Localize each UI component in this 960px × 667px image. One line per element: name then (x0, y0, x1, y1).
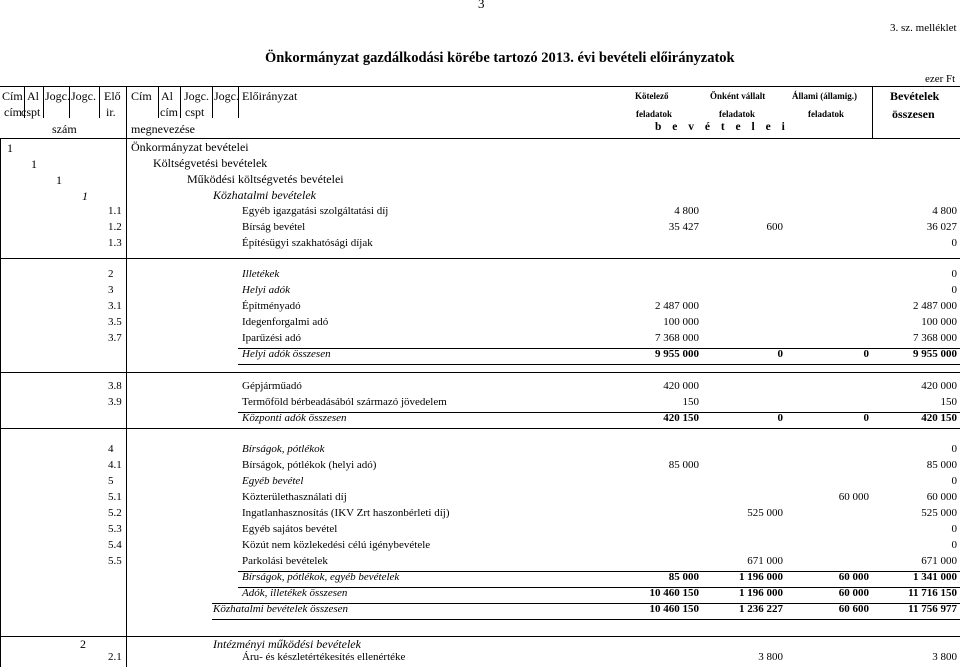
row-code: 5.1 (108, 491, 122, 503)
row-label: Gépjárműadó (242, 380, 302, 392)
hdr-elo2: ir. (106, 105, 116, 119)
value-kotelezo: 7 368 000 (655, 332, 699, 344)
value-osszesen: 85 000 (926, 459, 957, 471)
row-code: 5.4 (108, 539, 122, 551)
value-onkent: 0 (777, 348, 783, 360)
row-label: Parkolási bevételek (242, 555, 328, 567)
row-code: 4 (108, 443, 114, 455)
value-osszesen: 0 (951, 523, 957, 535)
hdr-bevetelei: b e v é t e l e i (655, 121, 789, 133)
value-osszesen: 0 (951, 268, 957, 280)
value-kotelezo: 2 487 000 (655, 300, 699, 312)
hdr-cim1b: cím (4, 105, 22, 119)
row-label: Ingatlanhasznosítás (IKV Zrt haszonbérleti díj) (242, 507, 450, 519)
value-allami: 60 600 (838, 603, 869, 615)
row-code-1: 1 (7, 141, 13, 155)
row-label: Építményadó (242, 300, 301, 312)
value-onkent: 600 (766, 221, 783, 233)
value-kotelezo: 10 460 150 (649, 603, 699, 615)
row-topline (212, 603, 960, 604)
hdr-kotelezo: Kötelező (635, 91, 669, 101)
value-osszesen: 0 (951, 443, 957, 455)
value-osszesen: 525 000 (921, 507, 957, 519)
value-allami: 60 000 (838, 587, 869, 599)
value-osszesen: 150 (940, 396, 957, 408)
row-label: Közhatalmi bevételek összesen (213, 603, 349, 615)
row-code: 5.3 (108, 523, 122, 535)
row-label: Bírság bevétel (242, 221, 306, 233)
value-osszesen: 60 000 (926, 491, 957, 503)
value-kotelezo: 85 000 (668, 571, 699, 583)
page-number: 3 (478, 0, 485, 11)
row-code: 1.3 (108, 237, 122, 249)
document-title: Önkormányzat gazdálkodási körébe tartozó 2013. évi bevételi előirányzatok (265, 50, 735, 66)
hdr-megnevezes: megnevezése (131, 122, 195, 136)
value-osszesen: 11 756 977 (908, 603, 957, 615)
row-code: 1.1 (108, 205, 122, 217)
row-topline (238, 348, 960, 349)
row-label: Egyéb sajátos bevétel (242, 523, 338, 535)
row-code: 5.2 (108, 507, 122, 519)
row-code: 3.5 (108, 316, 122, 328)
value-osszesen: 420 000 (921, 380, 957, 392)
value-osszesen: 420 150 (921, 412, 957, 424)
row-code-4: 1 (82, 189, 88, 203)
hdr-feladatok2: feladatok (719, 109, 755, 119)
row-label: Egyéb bevétel (242, 475, 304, 487)
unit-label: ezer Ft (925, 73, 956, 85)
value-kotelezo: 9 955 000 (655, 348, 699, 360)
value-osszesen: 4 800 (932, 205, 957, 217)
row-label: Helyi adók összesen (242, 348, 331, 360)
value-kotelezo: 100 000 (663, 316, 699, 328)
value-allami: 60 000 (838, 491, 869, 503)
row-topline (238, 571, 960, 572)
row-label: Egyéb igazgatási szolgáltatási díj (242, 205, 389, 217)
hdr-cim2: Cím (131, 89, 152, 103)
row-underline (212, 619, 960, 620)
row-code: 3.8 (108, 380, 122, 392)
value-osszesen: 7 368 000 (913, 332, 957, 344)
row-label: Adók, illetékek összesen (242, 587, 348, 599)
row-label: Közterülethasználati díj (242, 491, 347, 503)
value-osszesen: 1 341 000 (913, 571, 957, 583)
row-onkormanyzat: Önkormányzat bevételei (131, 140, 249, 154)
row-label: Termőföld bérbeadásából származó jövedelem (242, 396, 447, 408)
hdr-al2: Al (161, 89, 173, 103)
value-kotelezo: 420 150 (663, 412, 699, 424)
row-code: 3.7 (108, 332, 122, 344)
value-onkent: 671 000 (747, 555, 783, 567)
value-osszesen: 11 716 150 (908, 587, 957, 599)
row-kozhatalmi: Közhatalmi bevételek (213, 188, 316, 202)
value-kotelezo: 35 427 (668, 221, 699, 233)
value-osszesen: 9 955 000 (913, 348, 957, 360)
row-code: 1.2 (108, 221, 122, 233)
value-allami: 0 (863, 412, 869, 424)
hdr-cspt1: cspt (21, 105, 41, 119)
row-label: Illetékek (242, 268, 280, 280)
value-osszesen: 671 000 (921, 555, 957, 567)
hdr-eloiranyzat: Előirányzat (242, 89, 298, 103)
row-koltsegvetesi: Költségvetési bevételek (153, 156, 268, 170)
value-kotelezo: 4 800 (674, 205, 699, 217)
row-intezmenyi: Intézményi működési bevételek (213, 637, 361, 651)
row-topline (238, 412, 960, 413)
row-label: Bírságok, pótlékok (242, 443, 325, 455)
value-onkent: 1 196 000 (739, 587, 783, 599)
row-label: Iparűzési adó (242, 332, 301, 344)
row-label: Bírságok, pótlékok (helyi adó) (242, 459, 377, 471)
row-underline (238, 364, 960, 365)
row-mukodesi: Működési költségvetés bevételei (187, 172, 344, 186)
hdr-allami: Állami (államig.) (792, 91, 857, 101)
value-onkent: 3 800 (758, 651, 783, 663)
hdr-feladatok3: feladatok (808, 109, 844, 119)
row-label: Bírságok, pótlékok, egyéb bevételek (242, 571, 400, 583)
row-code: 2 (108, 268, 114, 280)
value-allami: 60 000 (838, 571, 869, 583)
annex-label: 3. sz. melléklet (890, 22, 957, 34)
value-osszesen: 36 027 (926, 221, 957, 233)
row-label: Idegenforgalmi adó (242, 316, 329, 328)
hdr-osszesen: összesen (892, 107, 935, 121)
hdr-onkent: Önként vállalt (710, 91, 766, 101)
row-code: 3.1 (108, 300, 122, 312)
hdr-feladatok1: feladatok (636, 109, 672, 119)
row-code: 4.1 (108, 459, 122, 471)
value-osszesen: 2 487 000 (913, 300, 957, 312)
value-onkent: 1 196 000 (739, 571, 783, 583)
row-topline (238, 587, 960, 588)
row-code-3: 1 (56, 173, 62, 187)
row-code: 5 (108, 475, 114, 487)
value-osszesen: 0 (951, 475, 957, 487)
hdr-jogc2: Jogc. (184, 89, 209, 103)
row-code: 2.1 (108, 651, 122, 663)
value-kotelezo: 420 000 (663, 380, 699, 392)
value-allami: 0 (863, 348, 869, 360)
hdr-al1: Al (27, 89, 39, 103)
value-osszesen: 0 (951, 539, 957, 551)
value-osszesen: 0 (951, 284, 957, 296)
row-label: Helyi adók (242, 284, 290, 296)
row-label: Áru- és készletértékesítés ellenértéke (242, 651, 406, 663)
value-osszesen: 0 (951, 237, 957, 249)
row-code-2: 1 (31, 157, 37, 171)
value-kotelezo: 10 460 150 (649, 587, 699, 599)
row-label: Építésügyi szakhatósági díjak (242, 237, 373, 249)
value-kotelezo: 150 (682, 396, 699, 408)
row-underline (238, 428, 960, 429)
value-osszesen: 3 800 (932, 651, 957, 663)
hdr-cspt2: cspt (185, 105, 205, 119)
row-code: 3 (108, 284, 114, 296)
value-onkent: 1 236 227 (739, 603, 783, 615)
row-label: Közút nem közlekedési célú igénybevétele (242, 539, 431, 551)
hdr-bevetelek: Bevételek (890, 89, 940, 103)
hdr-cim1: Cím (2, 89, 23, 103)
row-code: 3.9 (108, 396, 122, 408)
hdr-jogc2b: Jogc. (214, 89, 239, 103)
row-code: 5.5 (108, 555, 122, 567)
hdr-elo: Elő (104, 89, 121, 103)
value-onkent: 525 000 (747, 507, 783, 519)
hdr-jogc1: Jogc. (45, 89, 70, 103)
hdr-jogc1b: Jogc. (71, 89, 96, 103)
value-osszesen: 100 000 (921, 316, 957, 328)
row-label: Központi adók összesen (242, 412, 347, 424)
hdr-cim2b: cím (160, 105, 178, 119)
row-code-intezmenyi: 2 (80, 637, 86, 651)
hdr-szam: szám (52, 122, 77, 136)
value-onkent: 0 (777, 412, 783, 424)
value-kotelezo: 85 000 (668, 459, 699, 471)
